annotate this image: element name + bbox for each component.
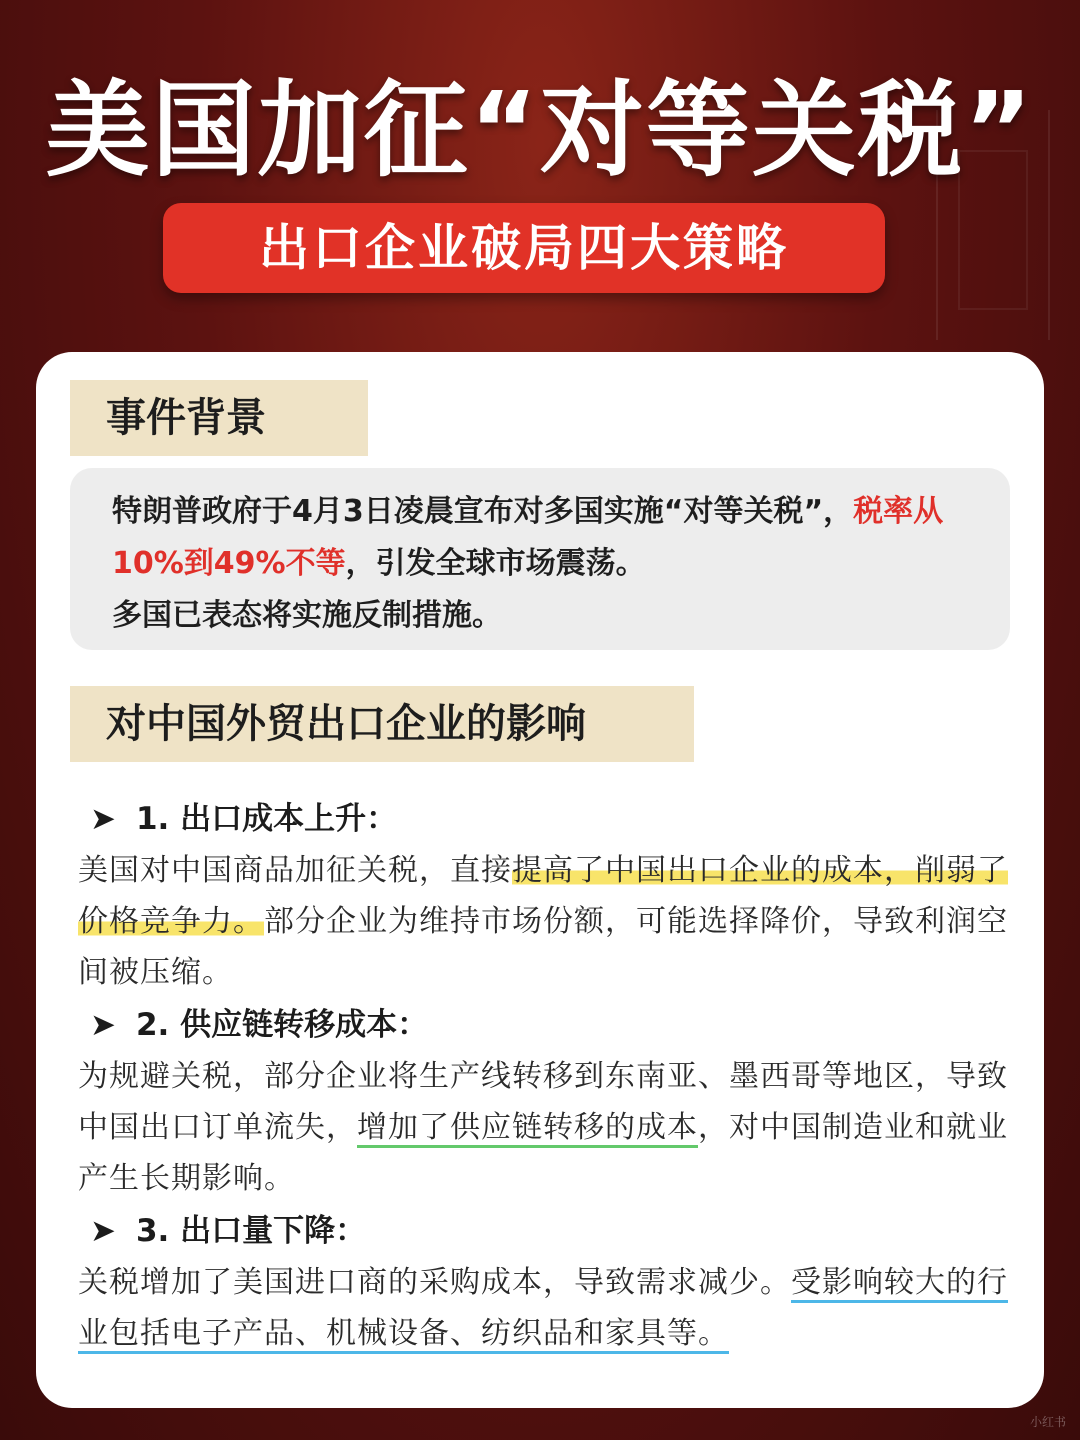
impact-heading-1-text: 1. 出口成本上升： (135, 801, 398, 837)
arrow-icon: ➤ (90, 1213, 116, 1249)
impact-text-2-a: 为规避关税，部分企业将生产线转移到东南亚、墨西哥等地区，导致中国出口订单流失， (78, 1059, 1008, 1145)
impact-heading-3 (90, 1205, 366, 1257)
intro-text: 特朗普政府于4月3日凌晨宣布对多国实施“对等关税”， (112, 494, 854, 529)
impact-text-3-a: 关税增加了美国进口商的采购成本，导致需求减少。 (78, 1265, 791, 1300)
section-label-background: 事件背景 (70, 380, 368, 456)
impact-heading-2 (90, 999, 428, 1051)
impact-text-1-a: 美国对中国商品加征关税，直接 (78, 853, 512, 888)
impact-text-2-b: ，对中国制造业和就业产生长期影响。 (78, 1110, 1008, 1196)
impact-text-3-highlight: 受影响较大的行业包括电子产品、机械设备、纺织品和家具等。 (78, 1265, 1008, 1354)
content-card (36, 352, 1044, 1408)
impact-text-1 (78, 845, 1014, 998)
page-title: 美国加征“对等关税” (45, 69, 1035, 191)
impact-text-2-highlight: 增加了供应链转移的成本 (357, 1110, 698, 1148)
arrow-icon: ➤ (90, 801, 116, 837)
impact-text-3 (78, 1257, 1014, 1359)
impact-heading-1 (90, 793, 397, 845)
watermark-logo: 小红书 (1029, 1415, 1066, 1429)
event-background-box (70, 468, 1010, 650)
intro-highlight-rate: 税率从10%到49%不等 (112, 494, 944, 581)
intro-text-end: ，引发全球市场震荡。 (345, 546, 646, 581)
subtitle-banner: 出口企业破局四大策略 (163, 203, 885, 293)
impact-text-1-highlight: 提高了中国出口企业的成本，削弱了价格竞争力。 (78, 853, 1008, 939)
impact-text-1-b: 部分企业为维持市场份额，可能选择降价，导致利润空间被压缩。 (78, 904, 1008, 990)
arrow-icon: ➤ (90, 1007, 116, 1043)
impact-text-2 (78, 1051, 1014, 1204)
section-label-impact: 对中国外贸出口企业的影响 (70, 686, 694, 762)
impact-heading-2-text: 2. 供应链转移成本： (135, 1007, 429, 1043)
impact-heading-3-text: 3. 出口量下降： (135, 1213, 367, 1249)
intro-countermeasures: 多国已表态将实施反制措施。 (112, 598, 502, 633)
